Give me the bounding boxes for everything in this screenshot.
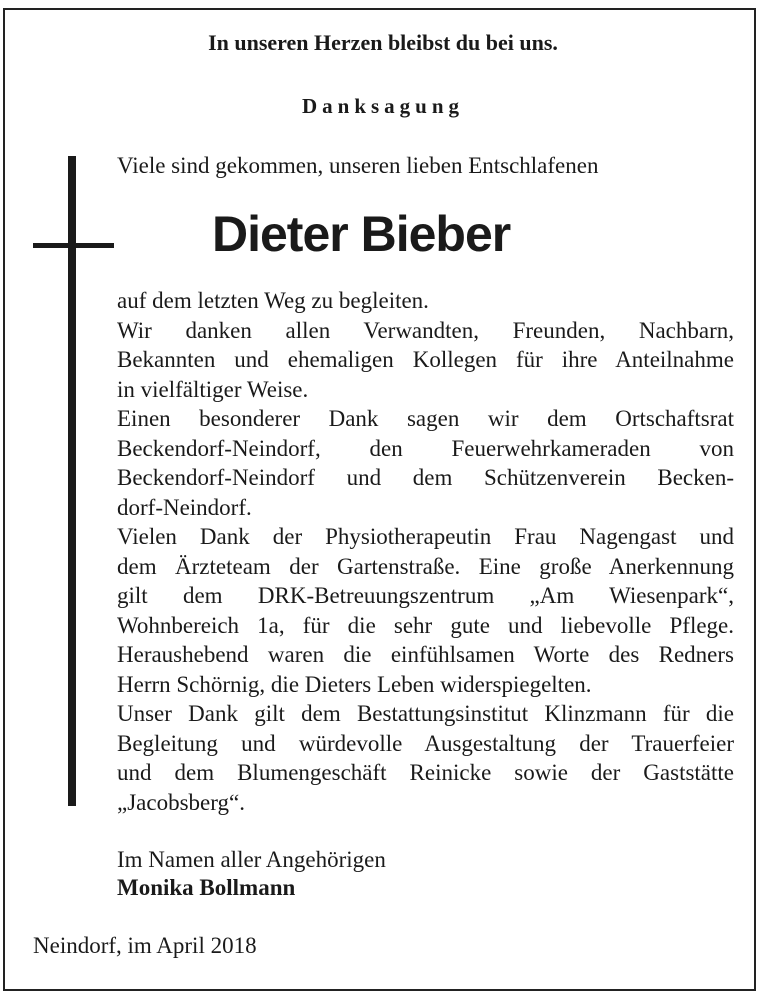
- signature-block: [117, 846, 386, 902]
- body-line: „Jacobsberg“.: [117, 789, 245, 815]
- body-line: dem Ärzteteam der Gartenstraße. Eine große Anerkennung: [117, 553, 734, 579]
- body-line: Bekannten und ehemaligen Kollegen für ihre Anteilnahme: [117, 347, 734, 372]
- thanks-body: [117, 286, 734, 817]
- body-line: gilt dem DRK-Betreuungszentrum „Am Wiesenpark“,: [117, 583, 734, 608]
- body-line: Begleitung und würdevolle Ausgestaltung der Trauerfeier: [117, 730, 734, 756]
- body-line: Unser Dank gilt dem Bestattungsinstitut Klinzmann für die: [117, 701, 734, 726]
- heading-danksagung: Danksagung: [301, 94, 465, 118]
- signature-line: Im Namen aller Angehörigen: [117, 847, 386, 872]
- body-line: Beckendorf-Neindorf, den Feuerwehrkameraden von: [117, 435, 734, 461]
- body-line: Wohnbereich 1a, für die sehr gute und liebevolle Pflege.: [117, 612, 734, 638]
- body-line: auf dem letzten Weg zu begleiten.: [117, 288, 429, 313]
- deceased-name: Dieter Bieber: [212, 206, 511, 262]
- motto: In unseren Herzen bleibst du bei uns.: [208, 30, 558, 55]
- body-line: Vielen Dank der Physiotherapeutin Frau Nagengast und: [117, 524, 734, 549]
- body-line: und dem Blumengeschäft Reinicke sowie der Gaststätte: [117, 760, 734, 785]
- body-line: Herrn Schörnig, die Dieters Leben widerspiegelten.: [117, 671, 592, 697]
- signature-name: Monika Bollmann: [117, 875, 296, 900]
- body-line: Beckendorf-Neindorf und dem Schützenverein Becken-: [117, 465, 734, 490]
- cross-horizontal-bar: [33, 243, 114, 248]
- cross-vertical-bar: [68, 156, 76, 806]
- place-date: Neindorf, im April 2018: [33, 933, 257, 958]
- body-line: in vielfältiger Weise.: [117, 376, 309, 402]
- body-line: dorf-Neindorf.: [117, 494, 252, 520]
- body-line: Heraushebend waren die einfühlsamen Worte des Redners: [117, 642, 734, 667]
- body-line: Wir danken allen Verwandten, Freunden, Nachbarn,: [117, 317, 734, 343]
- body-line: Einen besonderer Dank sagen wir dem Ortschaftsrat: [117, 406, 734, 431]
- intro-text: Viele sind gekommen, unseren lieben Entschlafenen: [117, 153, 599, 178]
